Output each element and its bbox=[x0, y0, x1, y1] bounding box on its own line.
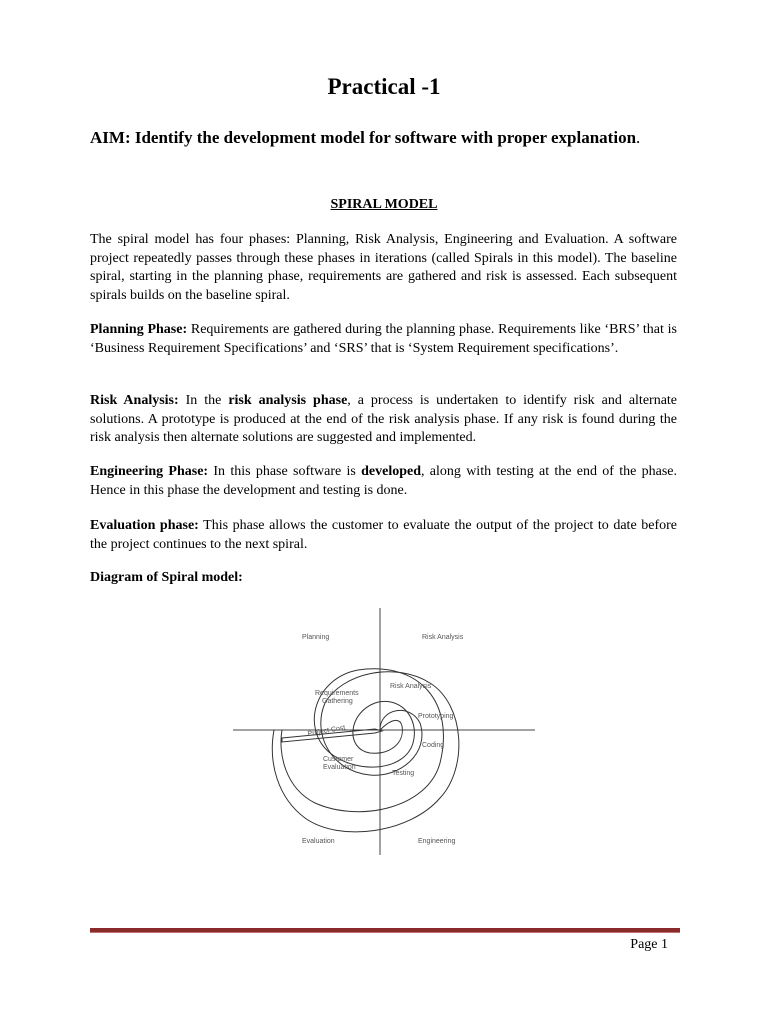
planning-label: Planning Phase: bbox=[90, 322, 188, 337]
section-title: SPIRAL MODEL bbox=[330, 197, 438, 212]
engineering-paragraph bbox=[90, 463, 677, 500]
planning-text: Requirements are gathered during the planning phase. Requirements like ‘BRS’ that is ‘Business Requirement Specifications’ and ‘SRS’ that is ‘System Requirement specifications’. bbox=[90, 322, 677, 356]
engineering-text-before: In this phase software is bbox=[208, 464, 362, 479]
risk-paragraph bbox=[90, 392, 677, 448]
label-risk-analysis: Risk Analysis bbox=[390, 683, 432, 690]
aim-statement bbox=[90, 128, 690, 148]
page-number: Page 1 bbox=[630, 937, 668, 952]
aim-period: . bbox=[636, 128, 641, 147]
quadrant-evaluation: Evaluation bbox=[302, 838, 335, 845]
label-prototyping: Prototyping bbox=[418, 713, 454, 720]
page-title: Practical -1 bbox=[327, 74, 441, 99]
evaluation-text: This phase allows the customer to evaluate the output of the project to date before the project continues to the next spiral. bbox=[90, 518, 677, 552]
footer-rule bbox=[90, 928, 680, 933]
aim-text: AIM: Identify the development model for software with proper explanation bbox=[90, 128, 637, 147]
engineering-bold: developed bbox=[361, 464, 422, 479]
label-testing: Testing bbox=[392, 770, 415, 777]
label-requirements-2: Gathering bbox=[322, 698, 353, 705]
quadrant-risk-analysis: Risk Analysis bbox=[422, 634, 464, 641]
risk-label: Risk Analysis: bbox=[90, 393, 179, 408]
spiral-path bbox=[272, 669, 459, 832]
label-requirements-1: Requirements bbox=[315, 690, 359, 697]
intro-paragraph: The spiral model has four phases: Planning, Risk Analysis, Engineering and Evaluation. A software project repeatedly passes through these phases in iterations (called Spirals in this model). The baseline spiral, starting in the planning phase, requirements are gathered and risk is assessed. Each subsequent spirals builds on the baseline spiral. bbox=[90, 232, 677, 303]
risk-text-before: In the bbox=[178, 393, 229, 408]
label-customer-2: Evaluation bbox=[323, 764, 356, 771]
label-customer-1: Customer bbox=[323, 756, 354, 763]
engineering-label: Engineering Phase: bbox=[90, 464, 209, 479]
label-project-cost: Project Cost bbox=[307, 724, 346, 738]
quadrant-engineering: Engineering bbox=[418, 838, 456, 845]
spiral-diagram bbox=[230, 603, 540, 858]
quadrant-planning: Planning bbox=[302, 634, 330, 641]
diagram-title: Diagram of Spiral model: bbox=[90, 570, 243, 585]
label-coding: Coding bbox=[422, 742, 445, 749]
risk-text-after: , a process is undertaken to identify risk and alternate solutions. A prototype is produced at the end of the risk analysis phase. If any risk is found during the risk analysis then alternate solutions are suggested and implemented. bbox=[90, 393, 678, 445]
engineering-text-after: , along with testing at the end of the phase. Hence in this phase the development and testing is done. bbox=[90, 464, 678, 498]
planning-paragraph bbox=[90, 321, 677, 358]
evaluation-label: Evaluation phase: bbox=[90, 518, 199, 533]
evaluation-paragraph bbox=[90, 517, 677, 554]
risk-bold: risk analysis phase bbox=[228, 393, 348, 408]
